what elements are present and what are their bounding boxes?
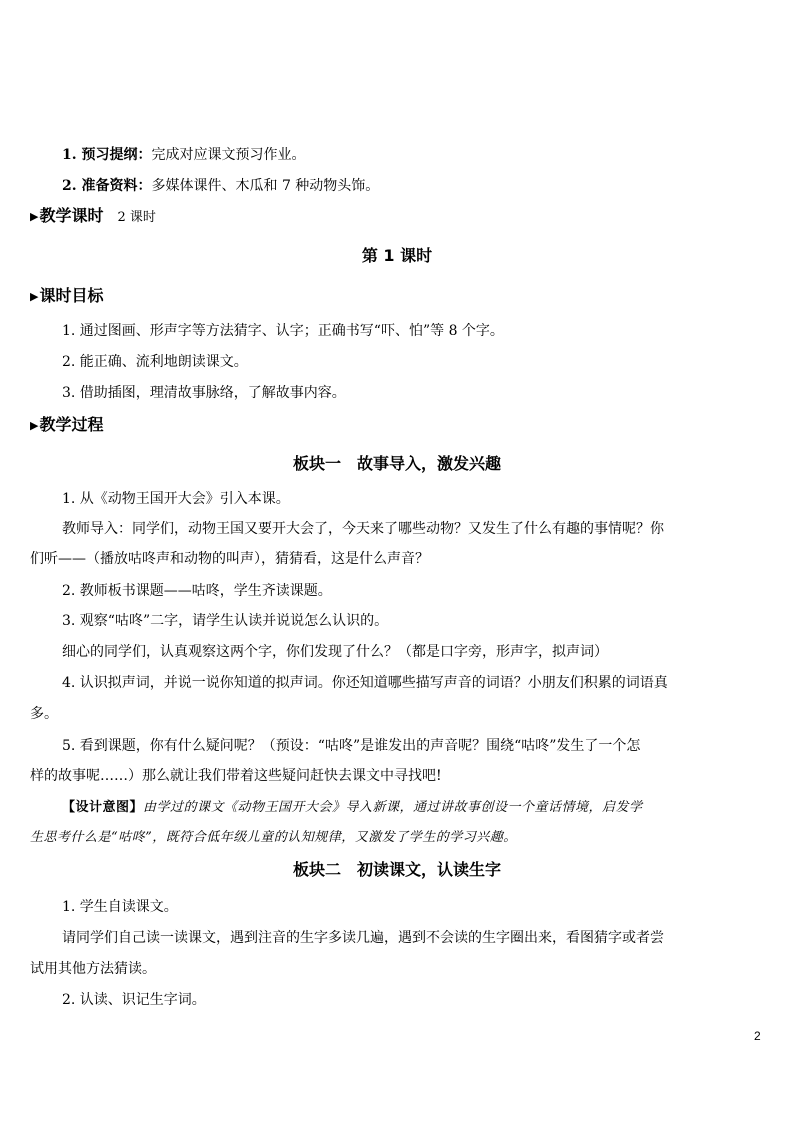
block2-line: 1. 学生自读课文。 (62, 899, 178, 915)
block1-line: 3. 观察“咕咚”二字，请学生认读并说说怎么认识的。 (62, 613, 389, 629)
block1-line: 1. 从《动物王国开大会》引入本课。 (62, 491, 290, 507)
page-number: 2 (754, 1029, 761, 1043)
lesson-hours-heading (30, 207, 156, 227)
block1-line: 样的故事呢……）那么就让我们带着这些疑问赶快去课文中寻找吧! (30, 768, 442, 784)
objectives-title: 课时目标 (39, 286, 104, 305)
objective-item: 2. 能正确、流利地朗读课文。 (62, 354, 248, 370)
triangle-marker-icon: ▶ (30, 210, 39, 223)
triangle-marker-icon: ▶ (30, 290, 39, 303)
design-intent-line-1 (62, 799, 643, 817)
prep-item-2-text: 多媒体课件、木瓜和 7 种动物头饰。 (151, 178, 380, 194)
objectives-heading (30, 287, 103, 307)
prep-item-2-label: 2. 准备资料： (62, 178, 152, 194)
prep-item-2 (62, 177, 379, 195)
block1-line: 们听——（播放咕咚声和动物的叫声），猜猜看，这是什么声音？ (30, 551, 429, 567)
block1-line: 细心的同学们，认真观察这两个字，你们发现了什么？（都是口字旁，形声字，拟声词） (62, 644, 608, 660)
block1-line: 4. 认识拟声词，并说一说你知道的拟声词。你还知道哪些描写声音的词语？小朋友们积累的词语真 (62, 675, 668, 691)
block2-line: 试用其他方法猜读。 (30, 961, 156, 977)
lesson-hours-value: 2 课时 (117, 210, 156, 225)
process-title: 教学过程 (39, 415, 104, 434)
block1-line: 多。 (30, 706, 58, 722)
design-intent-tag: 【设计意图】 (62, 800, 144, 815)
block1-title: 板块一 故事导入，激发兴趣 (292, 454, 501, 473)
block2-line: 2. 认读、识记生字词。 (62, 992, 206, 1008)
prep-item-1-text: 完成对应课文预习作业。 (151, 147, 306, 163)
prep-item-1-label: 1. 预习提纲： (62, 147, 152, 163)
block1-line: 5. 看到课题，你有什么疑问呢？（预设：“咕咚”是谁发出的声音呢？围绕“咕咚”发生了一个怎 (62, 738, 641, 754)
objective-item: 3. 借助插图，理清故事脉络，了解故事内容。 (62, 385, 346, 401)
process-heading (30, 416, 103, 436)
prep-item-1 (62, 146, 306, 164)
block1-line: 教师导入：同学们，动物王国又要开大会了，今天来了哪些动物？又发生了什么有趣的事情呢？你 (62, 521, 664, 537)
triangle-marker-icon: ▶ (30, 419, 39, 432)
design-intent-text: 由学过的课文《动物王国开大会》导入新课，通过讲故事创设一个童话情境，启发学 (143, 800, 643, 815)
block2-title: 板块二 初读课文，认读生字 (292, 860, 501, 879)
period-title: 第 1 课时 (361, 246, 433, 265)
lesson-hours-title: 教学课时 (39, 206, 104, 225)
block2-line: 请同学们自己读一读课文，遇到注音的生字多读几遍，遇到不会读的生字圈出来，看图猜字或者尝 (62, 930, 664, 946)
objective-item: 1. 通过图画、形声字等方法猜字、认字；正确书写“吓、怕”等 8 个字。 (62, 323, 504, 339)
block1-line: 2. 教师板书课题——咕咚，学生齐读课题。 (62, 583, 332, 599)
design-intent-line-2: 生思考什么是“咕咚”，既符合低年级儿童的认知规律，又激发了学生的学习兴趣。 (30, 830, 517, 845)
